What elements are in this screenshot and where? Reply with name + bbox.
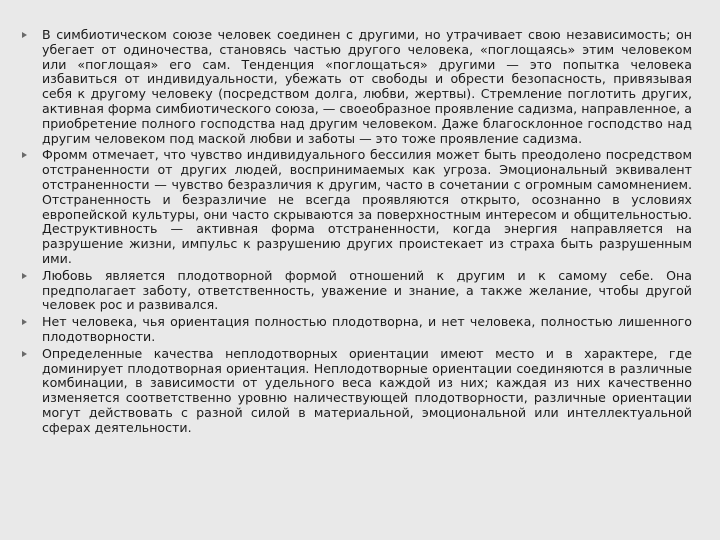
bullet-arrow-icon [22,32,27,38]
list-item [18,28,692,146]
list-item [18,269,692,313]
list-item-text: Нет человека, чья ориентация полностью плодотворна, и нет человека, полностью лишенного плодотворности. [42,314,692,344]
list-item-text: Определенные качества неплодотворных ориентации имеют место и в характере, где доминирует плодотворная ориентация. Неплодотворные ориентации соединяются в различные комбинации, в зависимости от удельного веса каждой из них; каждая из них качественно изменяется соответственно уровню наличествующей плодотворности, различные ориентации могут действовать с разной силой в материальной, эмоциональной или интеллектуальной сферах деятельности. [42,345,692,435]
list-item [18,315,692,345]
bullet-list [18,28,692,438]
list-item-text: Фромм отмечает, что чувство индивидуального бессилия может быть преодолено посредством отстраненности от других людей, воспринимаемых как угроза. Эмоциональный эквивалент отстраненности — чувство безразличия к другим, часто в сочетании с огромным самомнением. Отстраненность и безразличие не всегда проявляются открыто, осознанно в условиях европейской культуры, они часто скрываются за поверхностным интересом и общительностью. Деструктивность — активная форма отстраненности, когда энергия направляется на разрушение жизни, импульс к разрушению других проистекает из страха быть разрушенным ими. [42,147,692,266]
list-item [18,347,692,436]
bullet-arrow-icon [22,351,27,357]
list-item-text: Любовь является плодотворной формой отношений к другим и к самому себе. Она предполагает заботу, ответственность, уважение и знание, а также желание, чтобы другой человек рос и развивался. [42,267,692,313]
bullet-arrow-icon [22,273,27,279]
bullet-arrow-icon [22,319,27,325]
list-item-text: В симбиотическом союзе человек соединен с другими, но утрачивает свою независимость; он убегает от одиночества, становясь частью другого человека, «поглощаясь» этим человеком или «поглощая» его сам. Тенденция «поглощаться» другими — это попытка человека избавиться от индивидуальности, убежать от свободы и обрести безопасность, привязывая себя к другому человеку (посредством долга, любви, жертвы). Стремление поглотить других, активная форма симбиотического союза, — своеобразное проявление садизма, направленное, а приобретение полного господства над другим человеком. Даже благосклонное господство над другим человеком под маской любви и заботы — это тоже проявление садизма. [42,27,692,146]
list-item [18,148,692,266]
bullet-arrow-icon [22,152,27,158]
